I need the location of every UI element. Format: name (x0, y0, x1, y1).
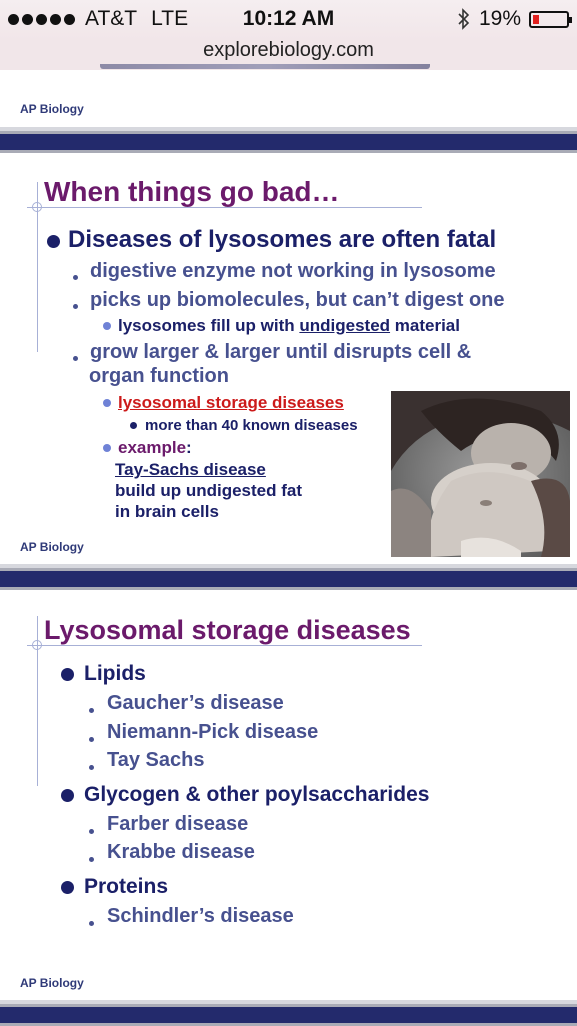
bullet-icon (89, 765, 94, 770)
bullet-icon (73, 275, 78, 280)
bullet-icon (89, 857, 94, 862)
bullet-icon (73, 356, 78, 361)
bullet-icon (89, 708, 94, 713)
clipped-previous-slide-text (100, 64, 430, 73)
bullet-icon (103, 444, 111, 452)
group-label: Lipids (84, 662, 146, 685)
bullet-icon (89, 921, 94, 926)
bluetooth-icon (457, 8, 471, 30)
bullet-icon (103, 399, 111, 407)
network-type: LTE (151, 7, 189, 30)
bullet-icon (61, 881, 74, 894)
footer-label: AP Biology (20, 540, 84, 554)
example-line: build up undigested fat (115, 481, 302, 500)
sub-point: digestive enzyme not working in lysosome (90, 260, 496, 282)
bullet-icon (61, 668, 74, 681)
footer-label: AP Biology (20, 976, 84, 990)
underlined-term: undigested (299, 316, 391, 335)
battery-icon (529, 11, 569, 28)
detail-point: lysosomes fill up with undigested material (118, 316, 460, 335)
example-line: in brain cells (115, 502, 219, 521)
battery-percent: 19% (478, 7, 521, 30)
group-item: Krabbe disease (107, 841, 255, 863)
url-text[interactable]: explorebiology.com (203, 39, 374, 61)
slide-title: Lysosomal storage diseases (44, 615, 411, 645)
bullet-icon (61, 789, 74, 802)
clock: 10:12 AM (242, 7, 335, 30)
slide-divider (0, 1000, 577, 1026)
group-label: Glycogen & other poylsaccharides (84, 783, 430, 806)
crosshair-ornament (32, 202, 42, 212)
bullet-icon (89, 737, 94, 742)
carrier-name: AT&T (85, 7, 138, 30)
example-disease: Tay-Sachs disease (115, 460, 266, 479)
crosshair-ornament (32, 640, 42, 650)
status-right (457, 7, 569, 31)
bullet-icon (73, 304, 78, 309)
footer-label: AP Biology (20, 102, 84, 116)
slide-divider (0, 564, 577, 590)
detail-sub-point: more than 40 known diseases (145, 417, 358, 434)
group-item: Niemann-Pick disease (107, 721, 319, 743)
main-point: Diseases of lysosomes are often fatal (68, 226, 497, 253)
sub-point-continued: organ function (89, 365, 229, 387)
group-item: Gaucher’s disease (107, 692, 284, 714)
bullet-icon (89, 829, 94, 834)
group-item: Farber disease (107, 813, 249, 835)
sub-point: picks up biomolecules, but can’t digest one (90, 289, 505, 311)
bullet-icon (130, 422, 137, 429)
example-label: example: (118, 438, 192, 457)
slide-title: When things go bad… (44, 176, 340, 207)
status-bar (0, 0, 577, 40)
group-label: Proteins (84, 875, 169, 898)
group-item: Tay Sachs (107, 749, 205, 771)
bullet-icon (103, 322, 111, 330)
slide-divider (0, 127, 577, 153)
lsd-term: lysosomal storage diseases (118, 393, 344, 412)
bullet-icon (47, 235, 60, 248)
mother-child-photo (391, 391, 570, 557)
sub-point: grow larger & larger until disrupts cell & (90, 341, 472, 363)
group-item: Schindler’s disease (107, 905, 294, 927)
